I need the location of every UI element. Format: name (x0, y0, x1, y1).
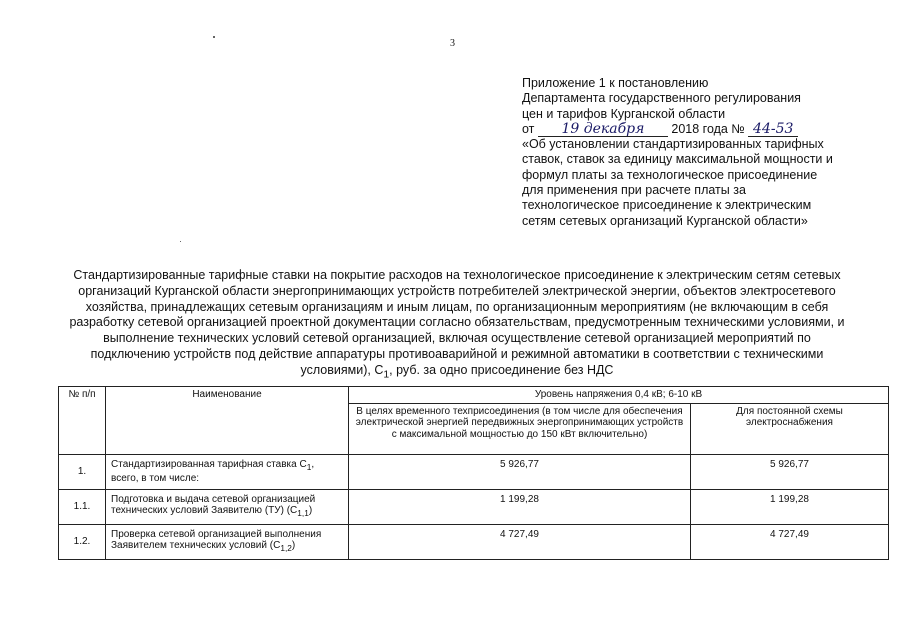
row-temp-value: 4 727,49 (349, 524, 691, 559)
header-temporary: В целях временного техприсоединения (в том числе для обеспечения электрической энергией передвижных энергопринимающих устройств с максимальной мощностью до 150 кВт включительно) (349, 403, 691, 454)
row-name-subscript: 1,1 (297, 508, 309, 518)
row-name-tail: ) (308, 505, 313, 516)
table-row (59, 489, 889, 524)
page-number: 3 (450, 38, 455, 49)
row-temp-value: 5 926,77 (349, 454, 691, 489)
row-name (106, 524, 349, 559)
row-name-text: Стандартизированная тарифная ставка С (111, 458, 307, 470)
row-num: 1.1. (59, 489, 106, 524)
handwritten-number: 44-53 (748, 123, 798, 137)
appendix-date-line (522, 122, 862, 137)
row-name-text: Проверка сетевой организацией выполнения Заявителем технических условий (С (111, 528, 322, 551)
header-num: № п/п (59, 387, 106, 455)
row-name (106, 454, 349, 489)
header-voltage: Уровень напряжения 0,4 кВ; 6-10 кВ (349, 387, 889, 404)
appendix-line-2: Департамента государственного регулирования (522, 91, 801, 106)
tariff-table (58, 386, 889, 560)
from-label: от (522, 121, 535, 136)
row-perm-value: 4 727,49 (691, 524, 889, 559)
heading-text: Стандартизированные тарифные ставки на покрытие расходов на технологическое присоединение к электрическим сетям сетевых организаций Курганской области энергопринимающих устройств потребителей электрической энергии, объектов электросетевого хозяйства, принадлежащих сетевым организациям и иным лицам, по организационным мероприятиям (не включающим в себя разработку сетевой организацией проектной документации согласно обязательствам, предусмотренным техническими условиями, и выполнение технических условий сетевой организацией, включая осуществление сетевой организацией мероприятий по подключению устройств под действие аппаратуры противоаварийной и режимной автоматики в соответствии с техническими условиями), С (69, 268, 845, 377)
row-temp-value: 1 199,28 (349, 489, 691, 524)
row-name-subscript: 1 (306, 461, 312, 472)
row-name-text: Подготовка и выдача сетевой организацией технических условий Заявителю (ТУ) (С (111, 493, 316, 516)
row-name-tail: , всего, в том числе: (111, 458, 315, 484)
row-perm-value: 1 199,28 (691, 489, 889, 524)
scan-speck (180, 241, 181, 242)
heading-tail: , руб. за одно присоединение без НДС (389, 362, 614, 377)
row-num: 1.2. (59, 524, 106, 559)
row-name-subscript: 1,2 (280, 543, 292, 553)
row-perm-value: 5 926,77 (691, 454, 889, 489)
tariff-table-wrapper (58, 386, 889, 560)
appendix-block (522, 76, 862, 229)
appendix-title-line: формул платы за технологическое присоединение (522, 167, 818, 182)
appendix-title-line: для применения при расчете платы за (522, 183, 746, 198)
scan-speck (213, 36, 215, 38)
appendix-title-line: ставок, ставок за единицу максимальной мощности и (522, 152, 833, 167)
handwritten-date: 19 декабря (538, 123, 668, 137)
table-row (59, 454, 889, 489)
row-name (106, 489, 349, 524)
row-num: 1. (59, 454, 106, 489)
appendix-title-line: сетям сетевых организаций Курганской области» (522, 213, 808, 228)
header-permanent: Для постоянной схемы электроснабжения (691, 403, 889, 454)
appendix-line-3: цен и тарифов Курганской области (522, 106, 726, 121)
appendix-title-line: технологическое присоединение к электрическим (522, 198, 812, 213)
document-heading (62, 268, 852, 383)
row-name-tail: ) (291, 540, 296, 551)
year-label: 2018 года № (671, 121, 745, 136)
header-name: Наименование (106, 387, 349, 455)
heading-subscript: 1 (383, 369, 390, 381)
appendix-title-line: «Об установлении стандартизированных тарифных (522, 137, 824, 152)
appendix-line-1: Приложение 1 к постановлению (522, 76, 709, 90)
table-row (59, 524, 889, 559)
